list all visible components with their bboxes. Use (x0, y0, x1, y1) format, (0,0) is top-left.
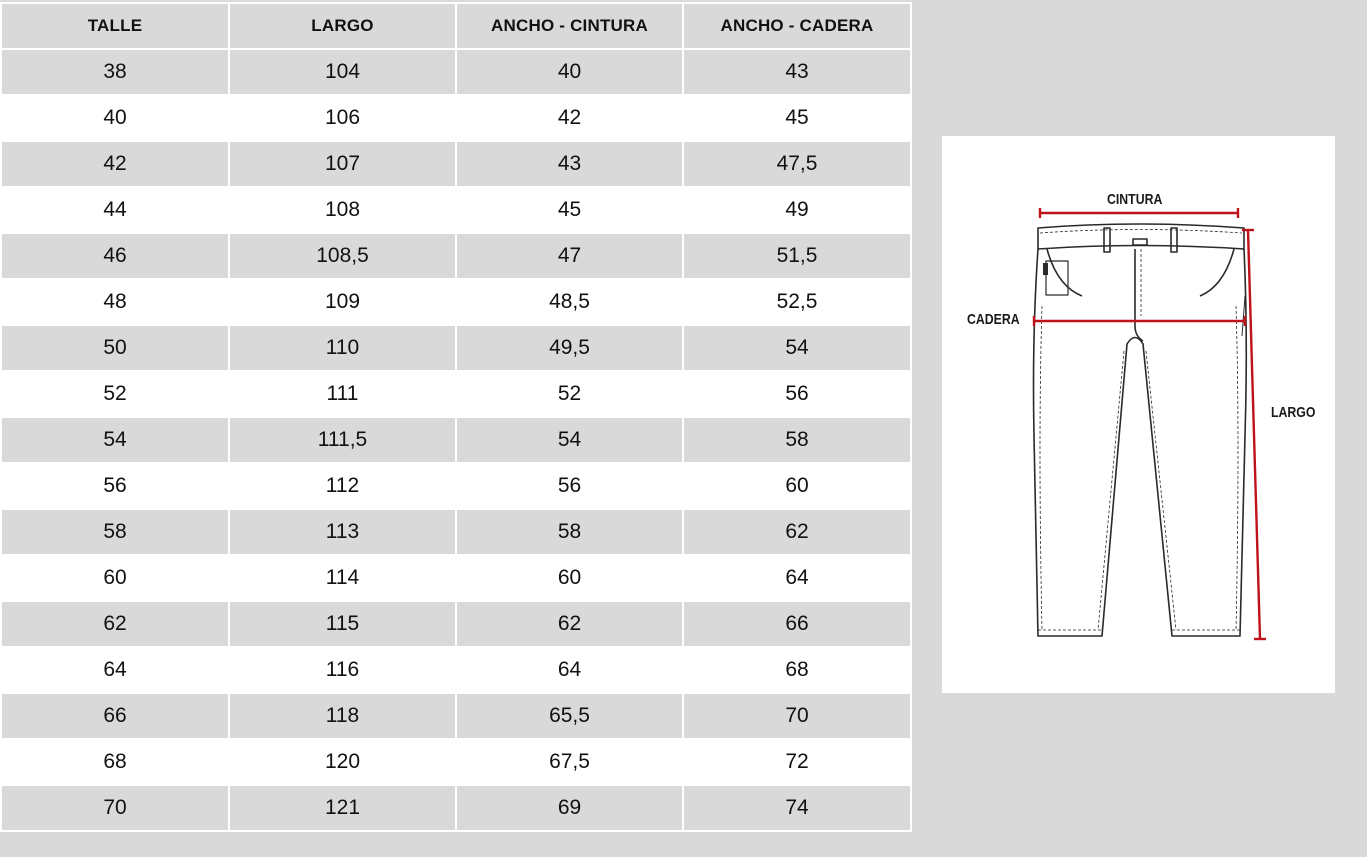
cell-largo: 108 (229, 187, 456, 233)
cell-largo: 118 (229, 693, 456, 739)
cell-largo: 114 (229, 555, 456, 601)
cell-ancho-cintura: 40 (456, 49, 683, 95)
cell-largo: 113 (229, 509, 456, 555)
header-talle: TALLE (1, 3, 229, 49)
header-ancho-cadera: ANCHO - CADERA (683, 3, 911, 49)
table-row (1, 141, 911, 187)
cell-largo: 109 (229, 279, 456, 325)
cell-ancho-cintura: 43 (456, 141, 683, 187)
cell-ancho-cadera: 52,5 (683, 279, 911, 325)
cell-ancho-cadera: 68 (683, 647, 911, 693)
table-row (1, 187, 911, 233)
cell-ancho-cadera: 66 (683, 601, 911, 647)
header-largo: LARGO (229, 3, 456, 49)
cell-ancho-cadera: 62 (683, 509, 911, 555)
label-cintura: CINTURA (1107, 191, 1163, 208)
cell-talle: 42 (1, 141, 229, 187)
cell-ancho-cadera: 72 (683, 739, 911, 785)
cell-talle: 62 (1, 601, 229, 647)
cell-largo: 116 (229, 647, 456, 693)
cell-talle: 40 (1, 95, 229, 141)
cell-ancho-cadera: 54 (683, 325, 911, 371)
cell-ancho-cadera: 47,5 (683, 141, 911, 187)
cell-largo: 121 (229, 785, 456, 831)
cell-largo: 120 (229, 739, 456, 785)
cell-ancho-cintura: 65,5 (456, 693, 683, 739)
cell-ancho-cintura: 67,5 (456, 739, 683, 785)
cell-talle: 60 (1, 555, 229, 601)
table-row (1, 739, 911, 785)
label-cadera: CADERA (967, 311, 1020, 328)
cell-ancho-cintura: 47 (456, 233, 683, 279)
cell-ancho-cadera: 49 (683, 187, 911, 233)
cell-ancho-cintura: 48,5 (456, 279, 683, 325)
measurement-lines (1034, 208, 1266, 639)
table-row (1, 279, 911, 325)
table-row (1, 463, 911, 509)
cell-talle: 70 (1, 785, 229, 831)
cell-ancho-cintura: 45 (456, 187, 683, 233)
header-ancho-cintura: ANCHO - CINTURA (456, 3, 683, 49)
cell-talle: 64 (1, 647, 229, 693)
cell-talle: 68 (1, 739, 229, 785)
cell-largo: 115 (229, 601, 456, 647)
cell-largo: 111 (229, 371, 456, 417)
cell-talle: 44 (1, 187, 229, 233)
cell-largo: 112 (229, 463, 456, 509)
table-body (1, 49, 911, 831)
cell-ancho-cintura: 62 (456, 601, 683, 647)
table-row (1, 233, 911, 279)
cell-largo: 104 (229, 49, 456, 95)
cell-ancho-cadera: 58 (683, 417, 911, 463)
pants-measurement-diagram (942, 136, 1335, 693)
pants-outline (1034, 224, 1247, 636)
table-header-row (1, 3, 911, 49)
cell-ancho-cintura: 69 (456, 785, 683, 831)
table-row (1, 647, 911, 693)
cell-talle: 38 (1, 49, 229, 95)
cell-ancho-cintura: 56 (456, 463, 683, 509)
table-row (1, 785, 911, 831)
cell-talle: 56 (1, 463, 229, 509)
table-row (1, 601, 911, 647)
cell-largo: 106 (229, 95, 456, 141)
cell-talle: 52 (1, 371, 229, 417)
table-row (1, 371, 911, 417)
table-row (1, 325, 911, 371)
cell-ancho-cintura: 64 (456, 647, 683, 693)
cell-ancho-cadera: 64 (683, 555, 911, 601)
table-row (1, 555, 911, 601)
cell-talle: 54 (1, 417, 229, 463)
table-row (1, 49, 911, 95)
cell-ancho-cintura: 58 (456, 509, 683, 555)
cell-ancho-cadera: 43 (683, 49, 911, 95)
cell-ancho-cintura: 49,5 (456, 325, 683, 371)
table-row (1, 95, 911, 141)
cell-ancho-cadera: 56 (683, 371, 911, 417)
cell-ancho-cintura: 54 (456, 417, 683, 463)
cell-ancho-cadera: 60 (683, 463, 911, 509)
cell-largo: 107 (229, 141, 456, 187)
cell-talle: 58 (1, 509, 229, 555)
table-row (1, 509, 911, 555)
cell-ancho-cadera: 74 (683, 785, 911, 831)
cell-ancho-cadera: 70 (683, 693, 911, 739)
cell-ancho-cadera: 45 (683, 95, 911, 141)
table-row (1, 693, 911, 739)
cell-largo: 108,5 (229, 233, 456, 279)
largo-measure-line (1248, 230, 1260, 639)
cell-largo: 110 (229, 325, 456, 371)
table-row (1, 417, 911, 463)
cell-talle: 48 (1, 279, 229, 325)
size-table (0, 2, 912, 832)
cell-talle: 66 (1, 693, 229, 739)
label-largo: LARGO (1271, 404, 1316, 421)
cell-ancho-cadera: 51,5 (683, 233, 911, 279)
cell-talle: 50 (1, 325, 229, 371)
cell-ancho-cintura: 42 (456, 95, 683, 141)
cell-ancho-cintura: 52 (456, 371, 683, 417)
cell-ancho-cintura: 60 (456, 555, 683, 601)
cell-talle: 46 (1, 233, 229, 279)
cell-largo: 111,5 (229, 417, 456, 463)
